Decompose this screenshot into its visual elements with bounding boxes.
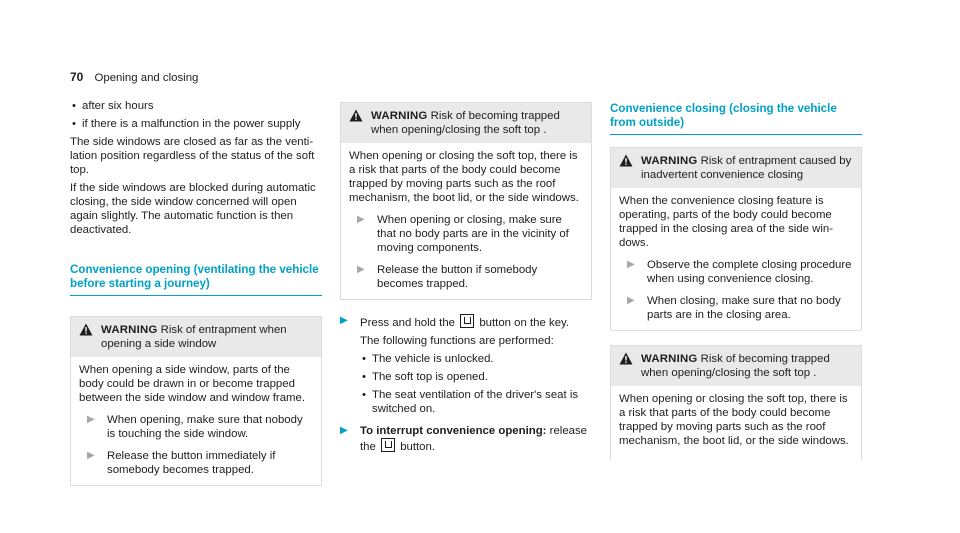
warning-triangle-icon xyxy=(619,154,635,182)
column-3 xyxy=(610,102,862,460)
step-text: Press and hold the xyxy=(360,317,455,329)
page-header xyxy=(70,70,198,85)
step-bold: To interrupt convenience opening: xyxy=(360,425,547,437)
warning-body xyxy=(71,357,321,485)
bullet-list xyxy=(360,352,592,416)
warning-text: When opening or closing the soft top, there is a risk that parts of the body could become trapped by moving parts such as the roof mechanism, the boot lid, or the side windows. xyxy=(619,393,849,447)
warning-text: When opening a side window, parts of the body could be drawn in or become trapped between the side window and window frame. xyxy=(79,364,306,404)
warning-box xyxy=(70,316,322,486)
warning-label: WARNING xyxy=(641,155,698,167)
warning-text: When the convenience closing feature is operating, parts of the body could become trapped in the closing area of the side windows. xyxy=(619,195,834,249)
warning-label: WARNING xyxy=(371,110,428,122)
warning-triangle-icon xyxy=(619,352,635,380)
warning-step-text: Release the button if somebody becomes trapped. xyxy=(377,264,538,290)
instruction-step xyxy=(340,424,592,458)
step-arrow-icon: ▶ xyxy=(357,214,365,225)
step-arrow-icon: ▶ xyxy=(627,295,635,306)
warning-step-text: When closing, make sure that no body parts are in the closing area. xyxy=(647,295,841,321)
list-item: • if there is a malfunction in the power supply xyxy=(70,117,322,131)
warning-body xyxy=(341,143,591,299)
warning-box xyxy=(610,345,862,460)
step-arrow-icon: ▶ xyxy=(87,450,95,461)
instruction-step xyxy=(340,314,592,420)
column-1 xyxy=(70,99,322,486)
step-arrow-icon: ▶ xyxy=(357,264,365,275)
warning-headline: Risk of entrapment when opening a side window xyxy=(101,324,287,350)
warning-step xyxy=(79,413,313,441)
warning-header xyxy=(341,103,591,143)
warning-headline: Risk of becoming trapped when opening/closing the soft top . xyxy=(641,353,830,379)
warning-box xyxy=(610,147,862,331)
warning-header xyxy=(611,148,861,188)
warning-step-text: Observe the complete closing procedure when using convenience closing. xyxy=(647,259,852,285)
page-title: Opening and closing xyxy=(94,72,199,84)
warning-body xyxy=(611,386,861,460)
warning-text: When opening or closing the soft top, there is a risk that parts of the body could become trapped by moving parts such as the roof mechanism, the boot lid, or the side windows. xyxy=(349,150,579,204)
warning-step-text: When opening, make sure that nobody is touching the side window. xyxy=(107,414,303,440)
list-item: • The seat ventilation of the driver's seat is switched on. xyxy=(360,388,592,416)
warning-headline: Risk of entrapment caused by inadvertent convenience closing xyxy=(641,155,852,181)
warning-header xyxy=(611,346,861,386)
unlock-key-icon xyxy=(460,314,474,328)
list-item: • after six hours xyxy=(70,99,322,113)
warning-label: WARNING xyxy=(101,324,158,336)
step-arrow-icon: ▶ xyxy=(627,259,635,270)
warning-label: WARNING xyxy=(641,353,698,365)
paragraph: The side windows are closed as far as the ventilation position regardless of the status of the soft top. xyxy=(70,136,315,176)
step-arrow-icon: ▶ xyxy=(340,425,348,436)
bullet-list xyxy=(70,99,322,131)
warning-body xyxy=(611,188,861,330)
warning-triangle-icon xyxy=(349,109,365,137)
warning-box xyxy=(340,102,592,300)
step-text: button on the key. xyxy=(479,317,570,329)
paragraph: If the side windows are blocked during automatic closing, the side window concerned will open again slightly. The automatic function is then deactivated. xyxy=(70,182,316,236)
warning-step xyxy=(619,294,853,322)
warning-step xyxy=(349,263,583,291)
step-arrow-icon: ▶ xyxy=(87,414,95,425)
warning-step xyxy=(79,449,313,477)
step-arrow-icon: ▶ xyxy=(340,315,348,326)
list-item: • The soft top is opened. xyxy=(360,370,592,384)
list-item: • The vehicle is unlocked. xyxy=(360,352,592,366)
step-text: button. xyxy=(400,441,436,453)
section-title: Convenience opening (ventilating the vehicle before starting a journey) xyxy=(70,263,322,296)
warning-triangle-icon xyxy=(79,323,95,351)
section-title: Convenience closing (closing the vehicle from outside) xyxy=(610,102,862,135)
column-2 xyxy=(340,102,592,462)
warning-step xyxy=(619,258,853,286)
warning-headline: Risk of becoming trapped when opening/closing the soft top . xyxy=(371,110,560,136)
step-text: release the xyxy=(360,425,588,453)
warning-step-text: When opening or closing, make sure that no body parts are in the vicinity of moving components. xyxy=(377,214,569,254)
warning-header xyxy=(71,317,321,357)
page-number: 70 xyxy=(70,70,84,84)
warning-step xyxy=(349,213,583,255)
step-intro: The following functions are performed: xyxy=(360,335,554,347)
unlock-key-icon xyxy=(381,438,395,452)
warning-step-text: Release the button immediately if somebody becomes trapped. xyxy=(107,450,276,476)
